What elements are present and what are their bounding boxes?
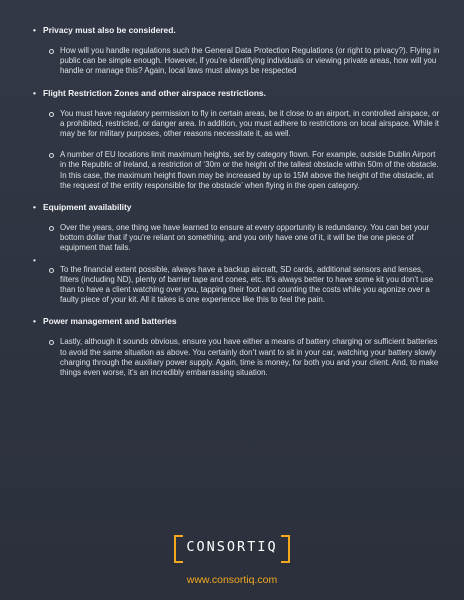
bracket-right-icon <box>281 535 290 563</box>
consortiq-logo <box>174 538 289 556</box>
bracket-left-icon <box>174 535 183 563</box>
footer-url-link[interactable]: www.consortiq.com <box>186 574 278 586</box>
section-heading: • Power management and batteries <box>33 316 443 327</box>
empty-bullet <box>33 256 443 265</box>
footer-logo <box>0 538 464 556</box>
section-paragraph: A number of EU locations limit maximum heights, set by category flown. For example, outside Dublin Airport in the Republic of Ireland, a restriction of ‘30m or the height of the tallest obstacle within 50m of the obstacle. In this case, the maximum height flown may be increased by up to 15M above the height of the obstacle, at the request of the entity responsible for the obstacle’ when flying in the open category. <box>60 150 443 191</box>
section-paragraph: To the financial extent possible, always have a backup aircraft, SD cards, additional sensors and lenses, filters (including ND), plenty of barrier tape and cones, etc. It’s always better to have some kit you don’t use than to have a client watching over you, tapping their foot and counting the costs while you agonize over a faulty piece of your kit. All it takes is one experience like this to feel the pain. <box>60 265 443 306</box>
section-paragraph: Lastly, although it sounds obvious, ensure you have either a means of battery charging or sufficient batteries to avoid the same situation as above. You certainly don’t want to sit in your car, watching your battery slowly charging through the auxiliary power supply. Again, time is money, for both you and your client. And, to make things even worse, it’s an incredibly embarrassing situation. <box>60 337 443 378</box>
logo-text: CONSORTIQ <box>186 539 278 555</box>
section-paragraph: You must have regulatory permission to fly in certain areas, be it close to an airport, in controlled airspace, or a prohibited, restricted, or danger area. In addition, you must adhere to restrictions on local airspace. While it may be for military purposes, other reasons necessitate it, as well. <box>60 109 443 140</box>
section-equipment <box>33 202 443 305</box>
section-heading: • Flight Restriction Zones and other airspace restrictions. <box>33 88 443 99</box>
document-body <box>33 25 443 389</box>
section-flight-restriction <box>33 88 443 191</box>
section-heading: • Equipment availability <box>33 202 443 213</box>
section-power <box>33 316 443 378</box>
section-privacy <box>33 25 443 77</box>
section-paragraph: Over the years, one thing we have learned to ensure at every opportunity is redundancy. You can bet your bottom dollar that if you’re reliant on something, and you only have one of it, it will be the one piece of equipment that fails. <box>60 223 443 254</box>
section-paragraph: How will you handle regulations such the General Data Protection Regulations (or right to privacy?). Flying in public can be simple enough. However, if you’re identifying individuals or viewing private areas, how will you handle or manage this? Again, local laws must always be respected <box>60 46 443 77</box>
section-heading: • Privacy must also be considered. <box>33 25 443 36</box>
